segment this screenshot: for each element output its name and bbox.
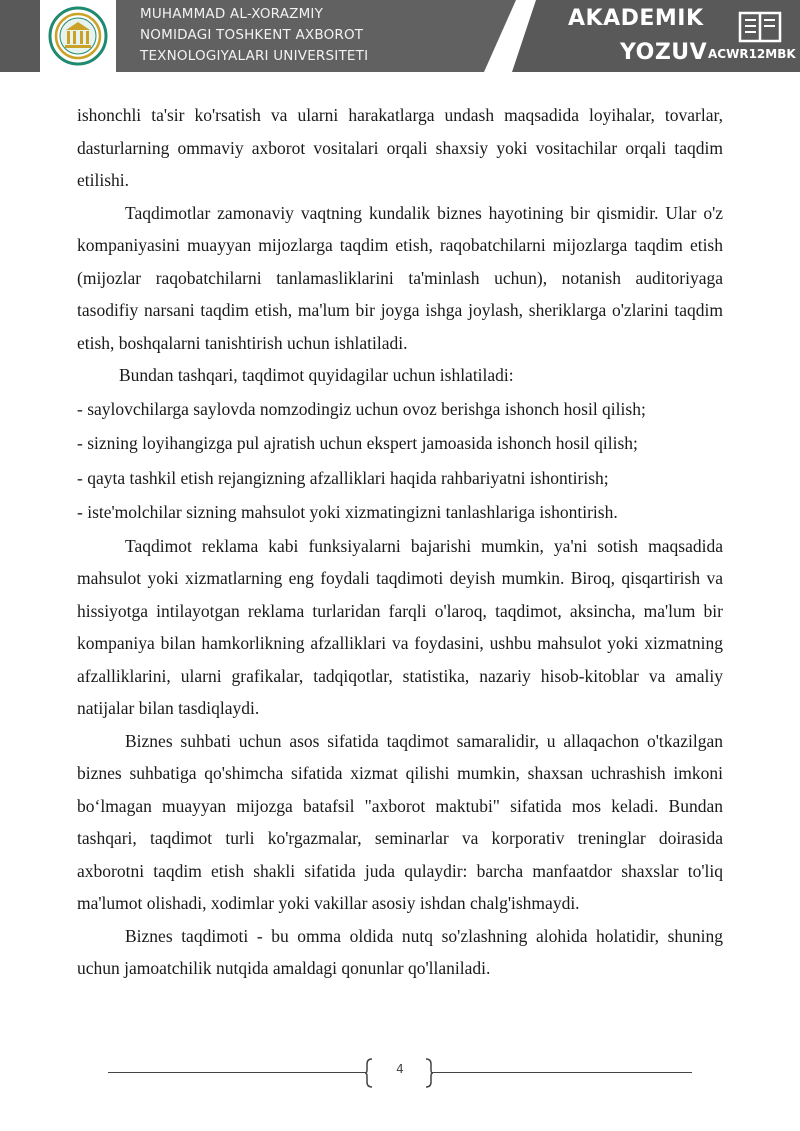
university-seal-icon [48,6,108,66]
open-book-icon [738,10,782,44]
document-body [77,99,723,985]
list-item: - saylovchilarga saylovda nomzodingiz uchun ovoz berishga ishonch hosil qilish; [77,398,646,419]
document-code: ACWR12MBK [708,47,796,61]
university-name [140,4,368,67]
paragraph-list-intro: Bundan tashqari, taqdimot quyidagilar uchun ishlatiladi: [119,365,514,385]
footer-rule-left [108,1072,366,1073]
header-left-band [0,0,40,72]
paragraph-continuation: ishonchli ta'sir ko'rsatish va ularni harakatlarga undash maqsadida loyihalar, tovarlar, dasturlarning ommaviy axborot vositalari orqali shaxsiy yoki vositachilar orqali taqdim etilishi. [77,105,723,190]
brand-title-line-2: YOZUV [620,40,708,65]
paragraph-advertising: Taqdimot reklama kabi funksiyalarni bajarishi mumkin, ya'ni sotish maqsadida mahsulot yoki xizmatlarning eng foydali taqdimoti deyish mumkin. Biroq, qisqartirish va hissiyotga intilayotgan reklama turlaridan farqli o'laroq, taqdimot, aksincha, ma'lum bir kompaniya bilan hamkorlikning afzalliklari va foydasini, ushbu mahsulot yoki xizmatning afzalliklarini, ularni grafikalar, tadqiqotlar, statistika, nazariy hisob-kitoblar va amaliy natijalar bilan tasdiqlaydi. [77,535,723,718]
list-item: - sizning loyihangizga pul ajratish uchun ekspert jamoasida ishonch hosil qilish; [77,433,638,453]
paragraph-presentations-usage: Taqdimotlar zamonaviy vaqtning kundalik biznes hayotining bir qismidir. Ular o'z kompaniyasini muayyan mijozlarga taqdim etish, raqobatchilarni mijozlarga taqdim etish (mijozlar raqobatchilarni tanlamasliklarini ta'minlash uchun), notanish auditoriyaga tasodifiy narsani taqdim etish, ma'lum bir joyga ishga joylash, sheriklarga o'zlarini taqdim etish, boshqalarni tanishtirish uchun ishlatiladi. [77,202,723,353]
brand-title-line-1: AKADEMIK [568,6,704,31]
page-number: 4 [396,1062,404,1076]
list-item: - qayta tashkil etish rejangizning afzalliklari haqida rahbariyatni ishontirish; [77,467,609,488]
university-name-line-2: NOMIDAGI TOSHKENT AXBOROT [140,27,364,43]
footer-rule-right [432,1072,692,1073]
right-brace-icon [424,1058,434,1088]
page-footer [0,1050,800,1090]
left-brace-icon [364,1058,374,1088]
page-header [0,0,800,72]
university-name-line-1: MUHAMMAD AL-XORAZMIY [140,6,324,22]
paragraph-public-speech: Biznes taqdimoti - bu omma oldida nutq so'zlashning alohida holatidir, shuning uchun jamoatchilik nutqida amaldagi qonunlar qo'llaniladi. [77,925,723,978]
list-item: - iste'molchilar sizning mahsulot yoki xizmatingizni tanlashlariga ishontirish. [77,502,618,522]
paragraph-business-talk: Biznes suhbati uchun asos sifatida taqdimot samaralidir, u allaqachon o'tkazilgan biznes suhbatiga qo'shimcha sifatida xizmat qilishi mumkin, shaxsan uchrashish imkoni bo‘lmagan muayyan mijozga batafsil "axborot maktubi" sifatida mos keladi. Bundan tashqari, taqdimot turli ko'rgazmalar, seminarlar va korporativ treninglar doirasida axborotni taqdim etish shakli sifatida juda qulaydir: barcha manfaatdor shaxslar to'liq ma'lumot olishadi, xodimlar yoki vakillar asosiy ishdan chalg'ishmaydi. [77,730,723,913]
university-name-line-3: TEXNOLOGIYALARI UNIVERSITETI [140,48,369,64]
